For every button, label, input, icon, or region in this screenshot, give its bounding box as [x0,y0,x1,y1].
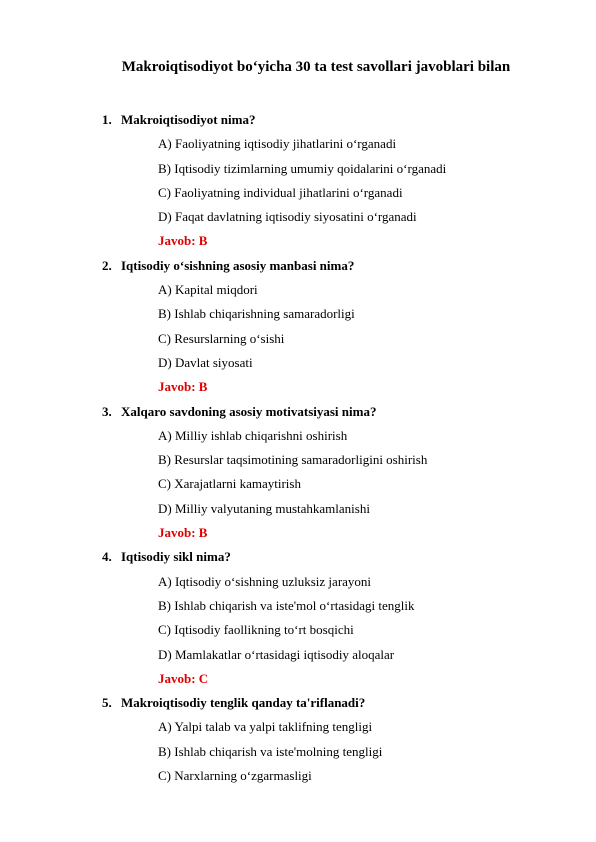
option-a: A) Yalpi talab va yalpi taklifning tengligi [158,719,373,735]
question-heading [102,112,572,136]
question-heading [102,404,572,428]
document-title: Makroiqtisodiyot bo‘yicha 30 ta test savollari javoblari bilan [121,59,511,75]
option-a: A) Iqtisodiy o‘sishning uzluksiz jarayoni [158,573,372,589]
option-c: C) Faoliyatning individual jihatlarini o‘rganadi [158,184,403,200]
option-d: D) Mamlakatlar o‘rtasidagi iqtisodiy aloqalar [158,646,395,662]
answer-label: Javob: C [158,670,209,686]
question-text: Xalqaro savdoning asosiy motivatsiyasi nima? [121,403,377,419]
option-d: D) Faqat davlatning iqtisodiy siyosatini o‘rganadi [158,209,417,225]
answer-label: Javob: B [158,379,208,395]
option-c: C) Resurslarning o‘sishi [158,330,285,346]
question-number: 1. [102,112,112,127]
question-1 [102,112,572,258]
option-a: A) Milliy ishlab chiqarishni oshirish [158,427,348,443]
question-heading [102,695,572,719]
answer-label: Javob: B [158,525,208,541]
option-b: B) Ishlab chiqarish va iste'molning tengligi [158,743,383,759]
option-c: C) Iqtisodiy faollikning to‘rt bosqichi [158,622,354,638]
option-c: C) Narxlarning o‘zgarmasligi [158,768,312,784]
question-3 [102,404,572,550]
question-2 [102,258,572,404]
option-d: D) Davlat siyosati [158,354,253,370]
question-list [102,112,572,792]
question-text: Makroiqtisodiy tenglik qanday ta'riflanadi? [121,695,366,711]
option-a: A) Kapital miqdori [158,282,258,298]
question-5 [102,695,572,792]
question-text: Iqtisodiy sikl nima? [121,549,231,565]
question-heading [102,549,572,573]
question-text: Iqtisodiy o‘sishning asosiy manbasi nima? [121,257,355,273]
question-number: 5. [102,695,112,711]
question-number: 2. [102,257,112,273]
option-c: C) Xarajatlarni kamaytirish [158,476,301,492]
option-b: B) Ishlab chiqarishning samaradorligi [158,306,355,322]
option-b: B) Iqtisodiy tizimlarning umumiy qoidalarini o‘rganadi [158,160,447,176]
option-d: D) Milliy valyutaning mustahkamlanishi [158,500,370,516]
option-b: B) Resurslar taqsimotining samaradorligini oshirish [158,452,428,468]
question-number: 3. [102,403,112,419]
question-heading [102,258,572,282]
answer-label: Javob: B [158,233,208,249]
option-b: B) Ishlab chiqarish va iste'mol o‘rtasidagi tenglik [158,597,415,613]
question-number: 4. [102,549,112,565]
question-text: Makroiqtisodiyot nima? [121,112,256,127]
question-4 [102,549,572,695]
option-a: A) Faoliyatning iqtisodiy jihatlarini o‘rganadi [158,136,397,152]
